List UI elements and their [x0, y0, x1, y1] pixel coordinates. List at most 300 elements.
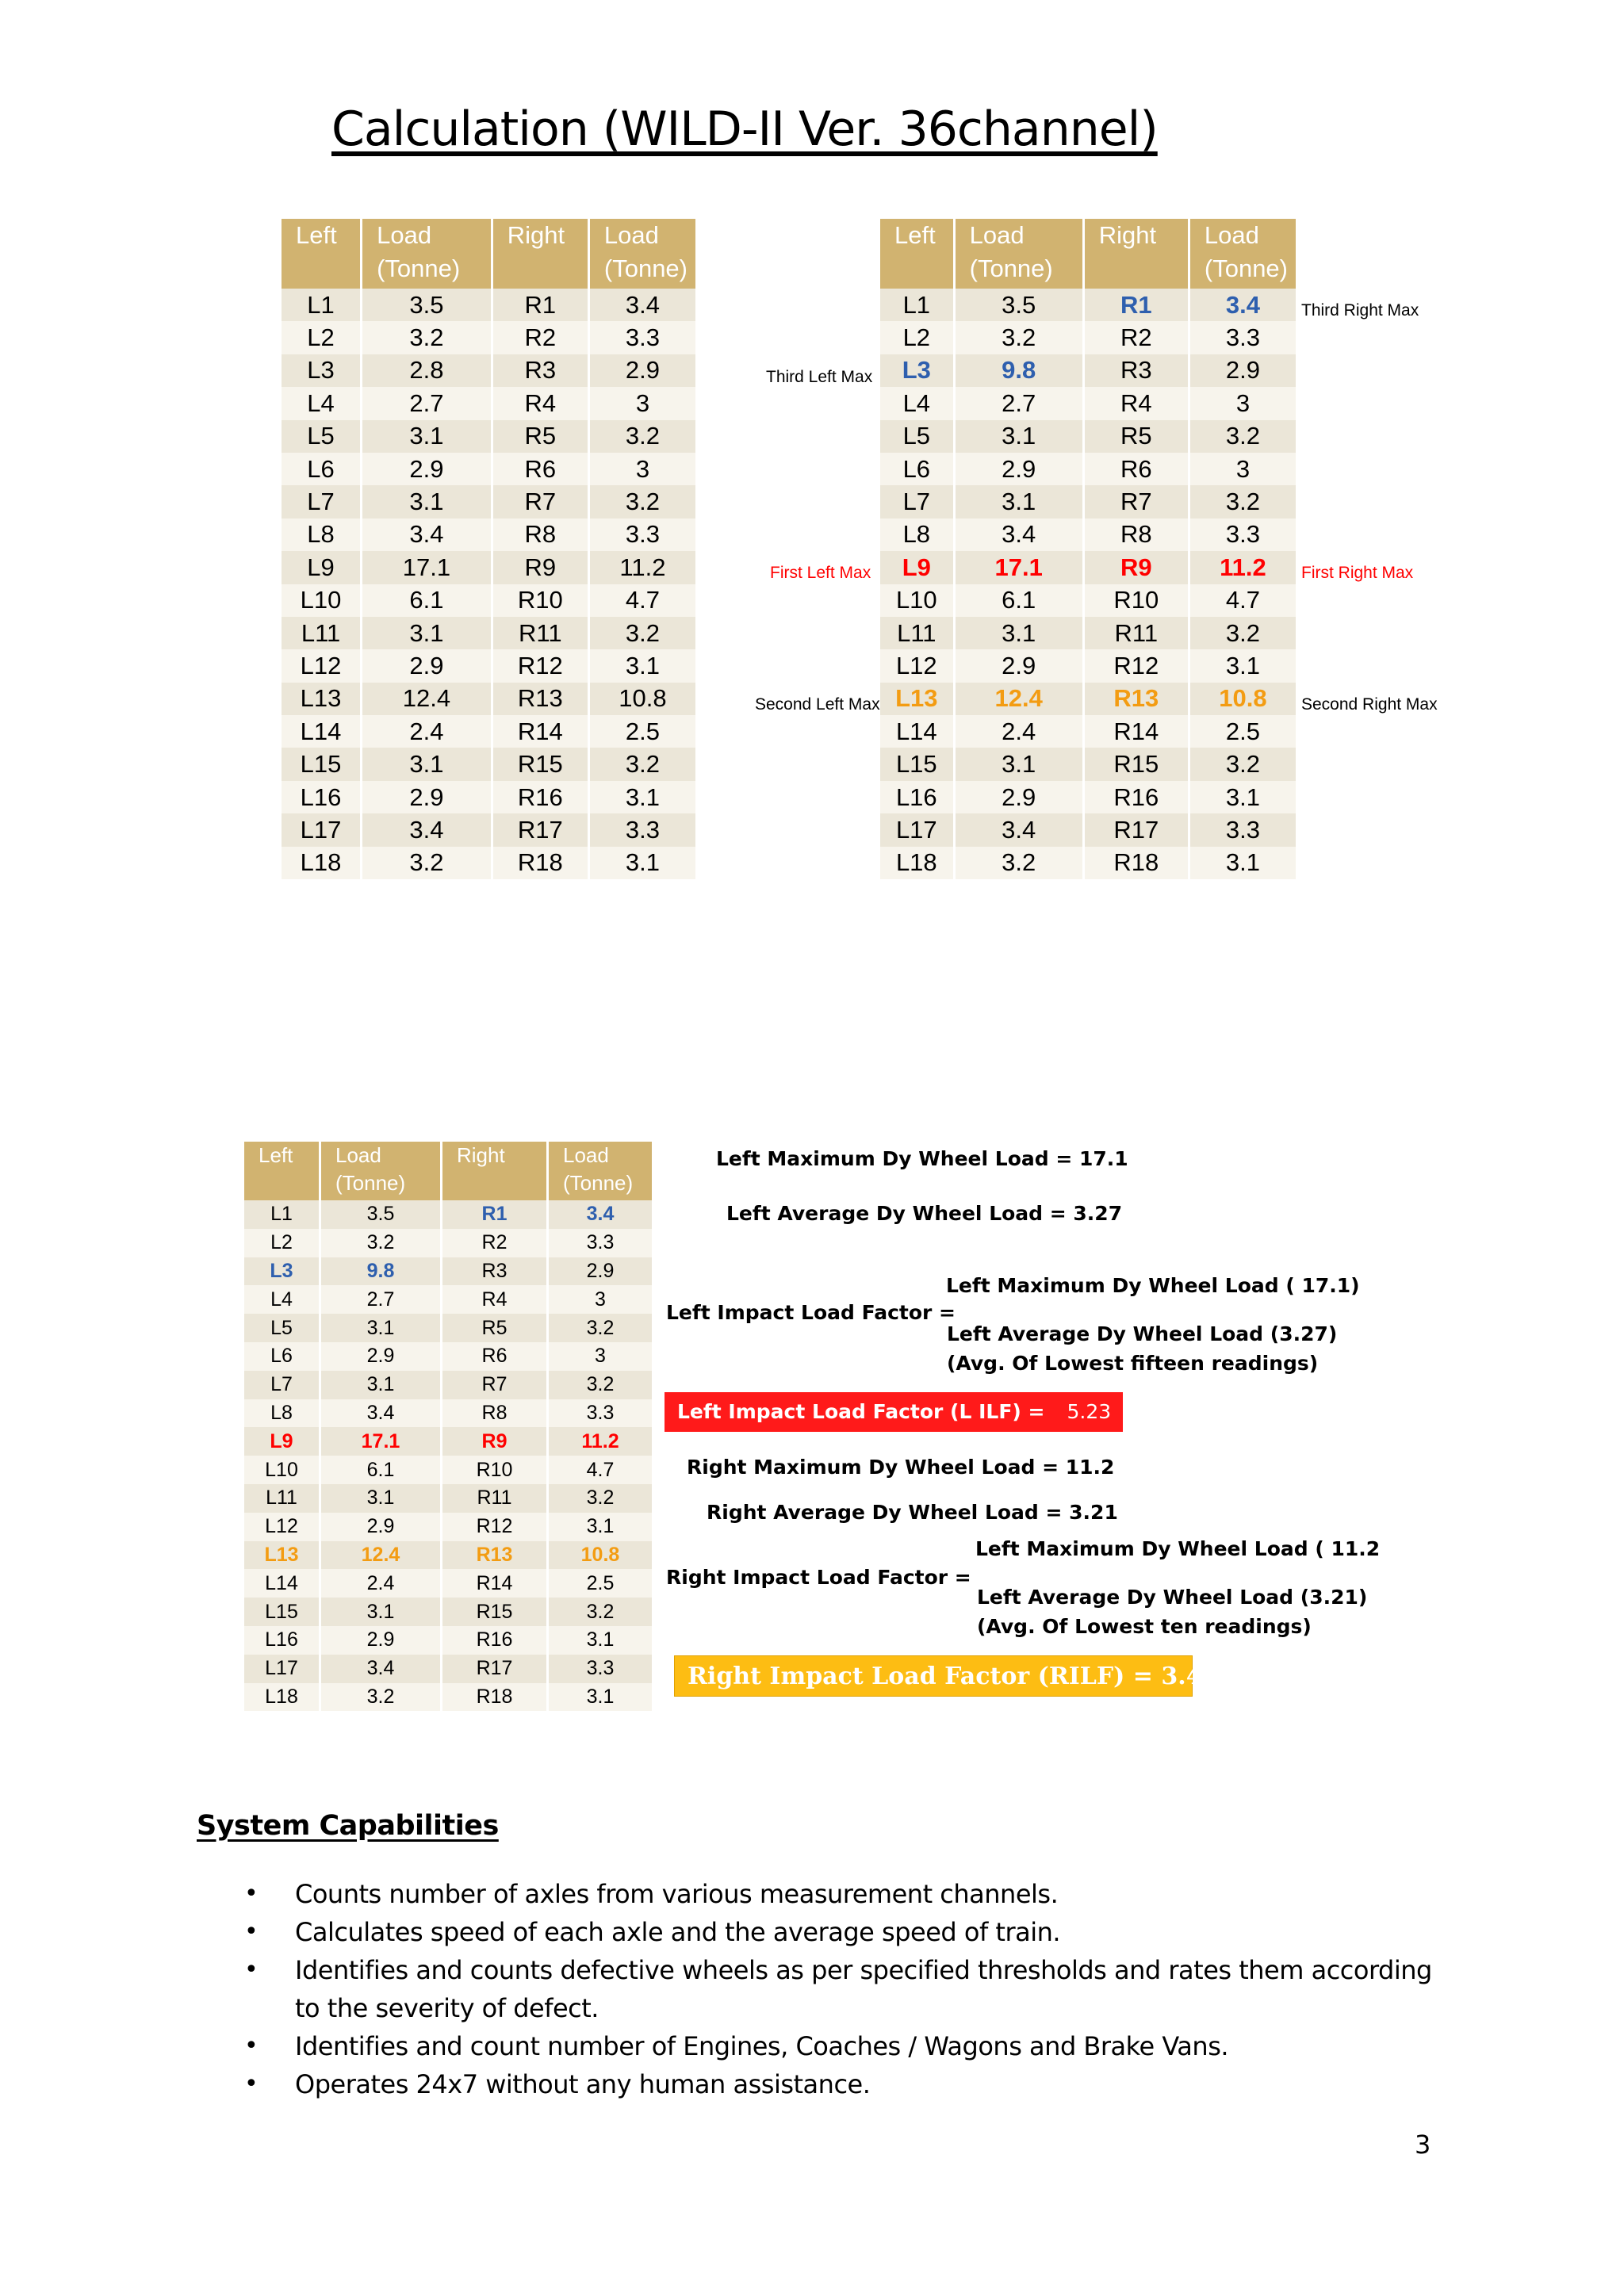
- wheel-right-id: R8: [1083, 519, 1189, 551]
- wheel-right-load: 2.5: [1189, 715, 1296, 748]
- table-row: [282, 813, 695, 846]
- capability-text: Operates 24x7 without any human assistance.: [295, 2069, 871, 2099]
- wheel-right-load: 3.1: [1189, 847, 1296, 879]
- wheel-left-id: L13: [282, 683, 362, 715]
- wheel-right-id: R1: [492, 289, 588, 321]
- wheel-right-id: R18: [442, 1683, 548, 1712]
- wheel-left-load: 2.9: [362, 781, 492, 813]
- wheel-left-load: 2.7: [362, 387, 492, 419]
- table-row: [282, 584, 695, 617]
- col-header-right: Right: [492, 219, 588, 289]
- wheel-right-load: 3.1: [548, 1683, 653, 1712]
- table-row: [880, 453, 1296, 485]
- wheel-left-id: L10: [244, 1456, 320, 1484]
- table-row: [244, 1513, 652, 1541]
- right-avg-load: Right Average Dy Wheel Load = 3.21: [707, 1501, 1118, 1524]
- wheel-right-load: 3.1: [548, 1626, 653, 1655]
- wheel-left-id: L1: [282, 289, 362, 321]
- bullet-icon: •: [244, 1956, 259, 1984]
- table-row: [282, 551, 695, 584]
- wheel-left-load: 3.4: [954, 813, 1083, 846]
- table-row: [282, 683, 695, 715]
- table-row: [282, 420, 695, 453]
- wheel-right-load: 3.1: [588, 847, 695, 879]
- wheel-left-id: L3: [244, 1257, 320, 1286]
- table-row: [244, 1655, 652, 1683]
- wheel-left-id: L6: [244, 1342, 320, 1371]
- wheel-right-load: 3.1: [1189, 649, 1296, 682]
- wheel-right-load: 3.1: [1189, 781, 1296, 813]
- wheel-right-load: 11.2: [548, 1427, 653, 1456]
- wheel-left-load: 2.9: [320, 1342, 442, 1371]
- table-row: [880, 649, 1296, 682]
- wheel-left-id: L16: [244, 1626, 320, 1655]
- table-row: [244, 1541, 652, 1570]
- wheel-left-load: 3.2: [362, 847, 492, 879]
- wheel-right-load: 3.3: [548, 1229, 653, 1257]
- wheel-left-id: L18: [282, 847, 362, 879]
- wheel-left-load: 3.2: [320, 1229, 442, 1257]
- wheel-right-id: R12: [492, 649, 588, 682]
- wheel-left-load: 3.2: [320, 1683, 442, 1712]
- table-row: [244, 1342, 652, 1371]
- page-title: Calculation (WILD-II Ver. 36channel): [331, 101, 1158, 157]
- col-header-right: Right: [442, 1142, 548, 1200]
- wheel-right-id: R10: [1083, 584, 1189, 617]
- wheel-left-id: L10: [880, 584, 954, 617]
- wheel-right-id: R5: [492, 420, 588, 453]
- wheel-right-load: 3.3: [1189, 813, 1296, 846]
- wheel-right-id: R10: [492, 584, 588, 617]
- wheel-left-id: L13: [880, 683, 954, 715]
- table-row: [244, 1484, 652, 1513]
- wheel-left-id: L7: [244, 1371, 320, 1399]
- wheel-left-load: 3.4: [362, 813, 492, 846]
- wheel-right-id: R12: [1083, 649, 1189, 682]
- wheel-left-load: 3.4: [954, 519, 1083, 551]
- wheel-left-load: 2.4: [954, 715, 1083, 748]
- wheel-left-load: 2.9: [954, 453, 1083, 485]
- load-table-summary: [244, 1142, 652, 1711]
- wheel-right-load: 3.4: [588, 289, 695, 321]
- wheel-right-load: 4.7: [1189, 584, 1296, 617]
- table-row: [880, 781, 1296, 813]
- capability-text: Calculates speed of each axle and the average speed of train.: [295, 1917, 1061, 1947]
- left-ilf-denominator: Left Average Dy Wheel Load (3.27): [947, 1322, 1338, 1345]
- system-capabilities-title: System Capabilities: [197, 1810, 499, 1842]
- wheel-left-id: L14: [244, 1569, 320, 1598]
- wheel-right-id: R4: [442, 1285, 548, 1314]
- wheel-right-load: 3.1: [588, 649, 695, 682]
- col-header-right-load: Load (Tonne): [588, 219, 695, 289]
- table-row: [880, 519, 1296, 551]
- table-row: [282, 617, 695, 649]
- wheel-right-id: R9: [1083, 551, 1189, 584]
- wheel-left-load: 6.1: [954, 584, 1083, 617]
- wheel-right-id: R16: [492, 781, 588, 813]
- table-row: [244, 1626, 652, 1655]
- wheel-left-load: 3.1: [320, 1484, 442, 1513]
- col-header-right-load: Load (Tonne): [1189, 219, 1296, 289]
- wheel-left-load: 3.1: [320, 1314, 442, 1342]
- wheel-right-load: 3: [588, 387, 695, 419]
- wheel-right-id: R10: [442, 1456, 548, 1484]
- wheel-right-id: R11: [1083, 617, 1189, 649]
- col-header-left: Left: [244, 1142, 320, 1200]
- wheel-right-id: R13: [442, 1541, 548, 1570]
- table-row: [244, 1598, 652, 1626]
- wheel-left-load: 3.1: [954, 617, 1083, 649]
- wheel-right-load: 3.2: [588, 485, 695, 518]
- wheel-right-load: 3: [588, 453, 695, 485]
- wheel-right-id: R5: [442, 1314, 548, 1342]
- wheel-left-id: L4: [244, 1285, 320, 1314]
- wheel-left-id: L16: [282, 781, 362, 813]
- wheel-right-load: 3.2: [548, 1371, 653, 1399]
- wheel-right-id: R17: [492, 813, 588, 846]
- wheel-right-load: 3.2: [548, 1484, 653, 1513]
- wheel-right-load: 3.3: [588, 321, 695, 354]
- wheel-left-load: 6.1: [362, 584, 492, 617]
- wheel-right-id: R14: [492, 715, 588, 748]
- annotation-first-right-max: First Right Max: [1301, 564, 1414, 582]
- wheel-left-id: L11: [282, 617, 362, 649]
- wheel-left-id: L12: [880, 649, 954, 682]
- wheel-right-id: R16: [1083, 781, 1189, 813]
- wheel-left-id: L10: [282, 584, 362, 617]
- wheel-right-load: 3.3: [588, 519, 695, 551]
- col-header-left-load: Load (Tonne): [954, 219, 1083, 289]
- col-header-left-load: Load (Tonne): [320, 1142, 442, 1200]
- wheel-right-id: R9: [492, 551, 588, 584]
- wheel-left-load: 3.4: [362, 519, 492, 551]
- wheel-left-load: 3.4: [320, 1655, 442, 1683]
- load-table-annotated: [880, 219, 1296, 879]
- wheel-left-load: 2.7: [320, 1285, 442, 1314]
- wheel-right-id: R17: [442, 1655, 548, 1683]
- capability-text: Identifies and counts defective wheels as per specified thresholds and rates them according to the severity of defect.: [295, 1955, 1432, 2023]
- wheel-left-load: 3.4: [320, 1399, 442, 1428]
- wheel-left-load: 3.5: [320, 1200, 442, 1229]
- wheel-right-id: R14: [1083, 715, 1189, 748]
- wheel-left-id: L17: [282, 813, 362, 846]
- table-row: [880, 551, 1296, 584]
- wheel-right-load: 3.3: [1189, 519, 1296, 551]
- wheel-right-load: 3.2: [1189, 485, 1296, 518]
- table-row: [880, 617, 1296, 649]
- wheel-left-load: 3.1: [362, 748, 492, 780]
- wheel-right-id: R6: [442, 1342, 548, 1371]
- table-row: [880, 715, 1296, 748]
- wheel-left-id: L14: [880, 715, 954, 748]
- annotation-third-right-max: Third Right Max: [1301, 301, 1419, 320]
- wheel-left-id: L3: [282, 354, 362, 387]
- annotation-first-left-max: First Left Max: [770, 564, 871, 582]
- wheel-right-id: R16: [442, 1626, 548, 1655]
- table-row: [244, 1427, 652, 1456]
- wheel-left-load: 17.1: [320, 1427, 442, 1456]
- wheel-left-id: L3: [880, 354, 954, 387]
- page-number: 3: [1415, 2130, 1431, 2160]
- wheel-left-load: 3.2: [954, 321, 1083, 354]
- wheel-left-load: 12.4: [320, 1541, 442, 1570]
- bullet-icon: •: [244, 2070, 259, 2098]
- annotation-second-left-max: Second Left Max: [755, 695, 880, 714]
- capability-text: Counts number of axles from various measurement channels.: [295, 1879, 1059, 1909]
- wheel-left-load: 3.2: [362, 321, 492, 354]
- right-ilf-result: Right Impact Load Factor (RILF) = 3.49: [674, 1655, 1193, 1697]
- wheel-right-load: 3.2: [588, 748, 695, 780]
- wheel-left-load: 3.5: [954, 289, 1083, 321]
- wheel-left-load: 2.4: [362, 715, 492, 748]
- right-ilf-numerator: Left Maximum Dy Wheel Load ( 11.2: [975, 1537, 1381, 1560]
- wheel-left-id: L5: [880, 420, 954, 453]
- wheel-left-id: L8: [244, 1399, 320, 1428]
- wheel-left-load: 3.1: [320, 1598, 442, 1626]
- table-row: [282, 485, 695, 518]
- left-max-load: Left Maximum Dy Wheel Load = 17.1: [716, 1147, 1128, 1170]
- wheel-left-id: L8: [880, 519, 954, 551]
- wheel-right-id: R3: [1083, 354, 1189, 387]
- wheel-right-id: R2: [1083, 321, 1189, 354]
- wheel-left-id: L4: [880, 387, 954, 419]
- capability-item: [238, 1913, 1459, 1951]
- table-row: [880, 321, 1296, 354]
- wheel-left-load: 3.1: [954, 420, 1083, 453]
- annotation-third-left-max: Third Left Max: [766, 368, 873, 386]
- wheel-right-id: R7: [442, 1371, 548, 1399]
- wheel-left-id: L12: [244, 1513, 320, 1541]
- wheel-right-id: R1: [442, 1200, 548, 1229]
- wheel-left-id: L17: [244, 1655, 320, 1683]
- wheel-left-load: 2.9: [362, 453, 492, 485]
- wheel-right-id: R14: [442, 1569, 548, 1598]
- wheel-left-load: 3.1: [362, 420, 492, 453]
- wheel-right-load: 4.7: [588, 584, 695, 617]
- wheel-left-load: 2.9: [320, 1626, 442, 1655]
- left-ilf-note: (Avg. Of Lowest fifteen readings): [947, 1352, 1319, 1375]
- table-row: [244, 1200, 652, 1229]
- bullet-icon: •: [244, 1880, 259, 1908]
- wheel-right-id: R3: [492, 354, 588, 387]
- table-row: [880, 485, 1296, 518]
- table-row: [244, 1371, 652, 1399]
- wheel-right-load: 2.9: [548, 1257, 653, 1286]
- wheel-right-id: R6: [492, 453, 588, 485]
- right-ilf-note: (Avg. Of Lowest ten readings): [977, 1615, 1312, 1638]
- wheel-left-load: 6.1: [320, 1456, 442, 1484]
- wheel-left-id: L18: [880, 847, 954, 879]
- table-row: [282, 387, 695, 419]
- wheel-right-load: 4.7: [548, 1456, 653, 1484]
- col-header-right-load: Load (Tonne): [548, 1142, 653, 1200]
- right-ilf-label: Right Impact Load Factor =: [666, 1566, 971, 1589]
- wheel-left-id: L5: [282, 420, 362, 453]
- table-row: [880, 847, 1296, 879]
- wheel-left-load: 9.8: [320, 1257, 442, 1286]
- wheel-right-id: R15: [1083, 748, 1189, 780]
- wheel-right-id: R7: [492, 485, 588, 518]
- capabilities-list: [238, 1875, 1459, 2103]
- wheel-left-id: L18: [244, 1683, 320, 1712]
- capability-item: [238, 1951, 1459, 2027]
- wheel-right-load: 3.3: [548, 1655, 653, 1683]
- wheel-left-load: 2.9: [362, 649, 492, 682]
- wheel-right-load: 2.9: [588, 354, 695, 387]
- wheel-left-id: L16: [880, 781, 954, 813]
- wheel-left-load: 17.1: [362, 551, 492, 584]
- table-row: [880, 584, 1296, 617]
- wheel-right-load: 3.3: [1189, 321, 1296, 354]
- table-row: [282, 453, 695, 485]
- table-row: [880, 813, 1296, 846]
- wheel-left-load: 3.1: [320, 1371, 442, 1399]
- table-row: [282, 748, 695, 780]
- wheel-right-id: R13: [492, 683, 588, 715]
- right-ilf-denominator: Left Average Dy Wheel Load (3.21): [977, 1586, 1368, 1609]
- table-row: [282, 354, 695, 387]
- wheel-right-load: 2.5: [588, 715, 695, 748]
- load-table-raw: [282, 219, 695, 879]
- wheel-left-id: L17: [880, 813, 954, 846]
- wheel-left-id: L6: [880, 453, 954, 485]
- wheel-right-load: 3.2: [1189, 617, 1296, 649]
- capability-item: [238, 2027, 1459, 2065]
- table-row: [880, 354, 1296, 387]
- wheel-right-id: R1: [1083, 289, 1189, 321]
- wheel-left-load: 3.1: [954, 748, 1083, 780]
- col-header-right: Right: [1083, 219, 1189, 289]
- wheel-right-load: 3.3: [588, 813, 695, 846]
- wheel-right-id: R18: [492, 847, 588, 879]
- bullet-icon: •: [244, 2032, 259, 2060]
- wheel-right-id: R11: [442, 1484, 548, 1513]
- wheel-right-id: R15: [492, 748, 588, 780]
- wheel-right-load: 3.4: [1189, 289, 1296, 321]
- left-ilf-label: Left Impact Load Factor =: [666, 1301, 956, 1324]
- wheel-right-id: R8: [492, 519, 588, 551]
- wheel-left-load: 2.4: [320, 1569, 442, 1598]
- wheel-right-id: R9: [442, 1427, 548, 1456]
- table-row: [880, 387, 1296, 419]
- wheel-right-load: 11.2: [1189, 551, 1296, 584]
- wheel-right-id: R2: [442, 1229, 548, 1257]
- wheel-left-load: 3.2: [954, 847, 1083, 879]
- wheel-right-load: 10.8: [1189, 683, 1296, 715]
- wheel-right-load: 3.2: [588, 420, 695, 453]
- wheel-right-load: 3: [548, 1342, 653, 1371]
- wheel-right-load: 3.1: [548, 1513, 653, 1541]
- wheel-right-id: R13: [1083, 683, 1189, 715]
- table-row: [244, 1314, 652, 1342]
- wheel-right-load: 11.2: [588, 551, 695, 584]
- table-row: [282, 847, 695, 879]
- wheel-left-id: L15: [282, 748, 362, 780]
- wheel-right-id: R18: [1083, 847, 1189, 879]
- wheel-left-load: 3.5: [362, 289, 492, 321]
- wheel-left-id: L13: [244, 1541, 320, 1570]
- wheel-right-id: R6: [1083, 453, 1189, 485]
- wheel-left-load: 2.9: [320, 1513, 442, 1541]
- left-avg-load: Left Average Dy Wheel Load = 3.27: [726, 1202, 1123, 1225]
- bullet-icon: •: [244, 1918, 259, 1946]
- wheel-left-id: L2: [282, 321, 362, 354]
- table-row: [282, 321, 695, 354]
- table-row: [244, 1456, 652, 1484]
- wheel-right-id: R11: [492, 617, 588, 649]
- wheel-right-load: 10.8: [588, 683, 695, 715]
- wheel-left-id: L1: [880, 289, 954, 321]
- wheel-left-load: 3.1: [954, 485, 1083, 518]
- annotation-second-right-max: Second Right Max: [1301, 695, 1438, 714]
- capability-item: [238, 2065, 1459, 2103]
- wheel-left-id: L9: [880, 551, 954, 584]
- wheel-left-id: L2: [244, 1229, 320, 1257]
- wheel-left-id: L9: [244, 1427, 320, 1456]
- wheel-left-load: 17.1: [954, 551, 1083, 584]
- wheel-left-id: L8: [282, 519, 362, 551]
- wheel-right-id: R4: [1083, 387, 1189, 419]
- table-row: [244, 1569, 652, 1598]
- table-row: [880, 289, 1296, 321]
- wheel-right-load: 3.2: [548, 1598, 653, 1626]
- wheel-right-id: R17: [1083, 813, 1189, 846]
- wheel-left-id: L11: [880, 617, 954, 649]
- wheel-left-id: L7: [282, 485, 362, 518]
- wheel-right-load: 3.1: [588, 781, 695, 813]
- col-header-left-load: Load (Tonne): [362, 219, 492, 289]
- wheel-left-load: 2.9: [954, 649, 1083, 682]
- capability-text: Identifies and count number of Engines, Coaches / Wagons and Brake Vans.: [295, 2031, 1229, 2061]
- wheel-left-id: L2: [880, 321, 954, 354]
- table-row: [244, 1257, 652, 1286]
- wheel-right-load: 2.5: [548, 1569, 653, 1598]
- wheel-left-id: L9: [282, 551, 362, 584]
- wheel-left-load: 12.4: [362, 683, 492, 715]
- wheel-right-load: 3.3: [548, 1399, 653, 1428]
- wheel-left-load: 2.7: [954, 387, 1083, 419]
- wheel-left-load: 2.9: [954, 781, 1083, 813]
- right-max-load: Right Maximum Dy Wheel Load = 11.2: [687, 1456, 1115, 1479]
- wheel-left-load: 3.1: [362, 485, 492, 518]
- table-row: [244, 1285, 652, 1314]
- wheel-right-id: R15: [442, 1598, 548, 1626]
- wheel-right-load: 3.2: [1189, 420, 1296, 453]
- wheel-right-load: 3.2: [1189, 748, 1296, 780]
- wheel-right-id: R7: [1083, 485, 1189, 518]
- left-ilf-numerator: Left Maximum Dy Wheel Load ( 17.1): [946, 1274, 1360, 1297]
- col-header-left: Left: [282, 219, 362, 289]
- table-row: [244, 1683, 652, 1712]
- table-row: [244, 1399, 652, 1428]
- wheel-right-id: R3: [442, 1257, 548, 1286]
- wheel-right-id: R8: [442, 1399, 548, 1428]
- wheel-left-id: L4: [282, 387, 362, 419]
- wheel-left-id: L6: [282, 453, 362, 485]
- wheel-right-load: 3: [1189, 453, 1296, 485]
- wheel-right-load: 3.4: [548, 1200, 653, 1229]
- wheel-right-load: 3: [548, 1285, 653, 1314]
- table-row: [880, 420, 1296, 453]
- wheel-left-id: L5: [244, 1314, 320, 1342]
- table-row: [282, 289, 695, 321]
- wheel-right-load: 3.2: [588, 617, 695, 649]
- wheel-left-id: L14: [282, 715, 362, 748]
- wheel-right-load: 3.2: [548, 1314, 653, 1342]
- wheel-left-id: L1: [244, 1200, 320, 1229]
- wheel-left-id: L15: [244, 1598, 320, 1626]
- wheel-left-id: L7: [880, 485, 954, 518]
